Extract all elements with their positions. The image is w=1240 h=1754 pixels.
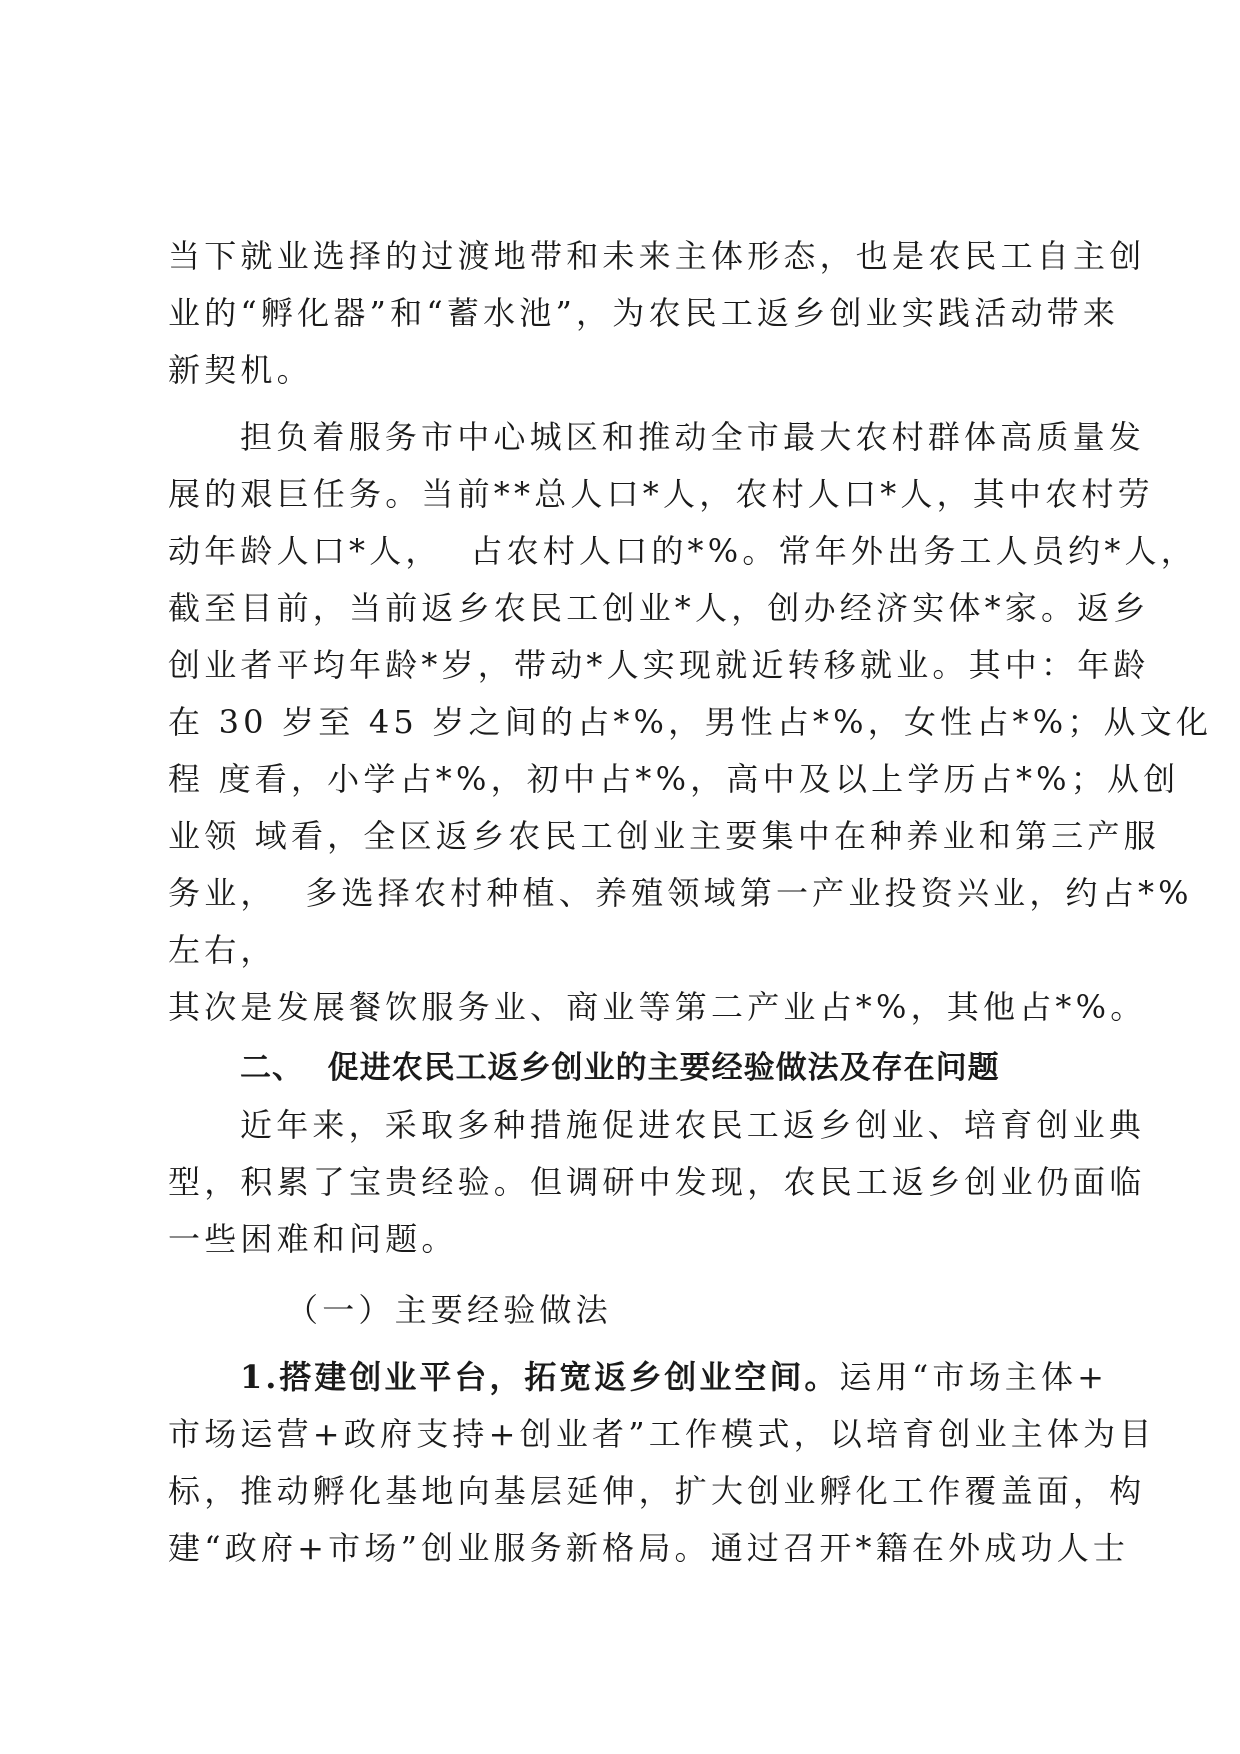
document-body: [168, 228, 1213, 1577]
subsection-heading: （一）主要经验做法: [286, 1291, 612, 1329]
body-text-line: 在 30 岁至 45 岁之间的占*%，男性占*%，女性占*%；从文化: [168, 703, 1213, 741]
body-text-line: 型，积累了宝贵经验。但调研中发现，农民工返乡创业仍面临: [168, 1163, 1146, 1201]
body-text-line: 创业者平均年龄*岁，带动*人实现就近转移就业。其中：年龄: [168, 646, 1150, 684]
body-text-line: 展的艰巨任务。当前**总人口*人，农村人口*人，其中农村劳: [168, 475, 1154, 513]
body-text-line: 动年龄人口*人， 占农村人口的*%。常年外出务工人员约*人，: [168, 532, 1197, 570]
body-text-line: 标，推动孵化基地向基层延伸，扩大创业孵化工作覆盖面，构: [168, 1472, 1146, 1510]
body-text-line: 截至目前，当前返乡农民工创业*人，创办经济实体*家。返乡: [168, 589, 1150, 627]
body-text-line: 一些困难和问题。: [168, 1220, 458, 1258]
body-text-line: 近年来，采取多种措施促进农民工返乡创业、培育创业典: [240, 1106, 1146, 1144]
body-text-line: 其次是发展餐饮服务业、商业等第二产业占*%，其他占*%。: [168, 988, 1147, 1026]
body-text-line: 担负着服务市中心城区和推动全市最大农村群体高质量发: [240, 418, 1146, 456]
body-text-line: 程 度看，小学占*%，初中占*%，高中及以上学历占*%；从创: [168, 760, 1180, 798]
body-text-line: 当下就业选择的过渡地带和未来主体形态，也是农民工自主创: [168, 237, 1146, 275]
body-text-line: 新契机。: [168, 351, 313, 389]
paragraph-lead-bold: 1.搭建创业平台，拓宽返乡创业空间。: [240, 1358, 840, 1396]
body-text-line: 建“政府+市场”创业服务新格局。通过召开*籍在外成功人士: [168, 1529, 1130, 1567]
body-text-line: 市场运营+政府支持+创业者”工作模式，以培育创业主体为目: [168, 1415, 1156, 1453]
body-text-line: 务业， 多选择农村种植、养殖领域第一产业投资兴业，约占*%: [168, 874, 1193, 912]
body-text-line: 业领 域看，全区返乡农民工创业主要集中在种养业和第三产服: [168, 817, 1160, 855]
body-text-line: [168, 1349, 1109, 1406]
paragraph-text: 运用“市场主体+: [839, 1358, 1109, 1396]
section-heading: 二、 促进农民工返乡创业的主要经验做法及存在问题: [240, 1050, 1000, 1086]
body-text-line: 左右，: [168, 931, 277, 969]
body-text-line: 业的“孵化器”和“蓄水池”，为农民工返乡创业实践活动带来: [168, 294, 1120, 332]
